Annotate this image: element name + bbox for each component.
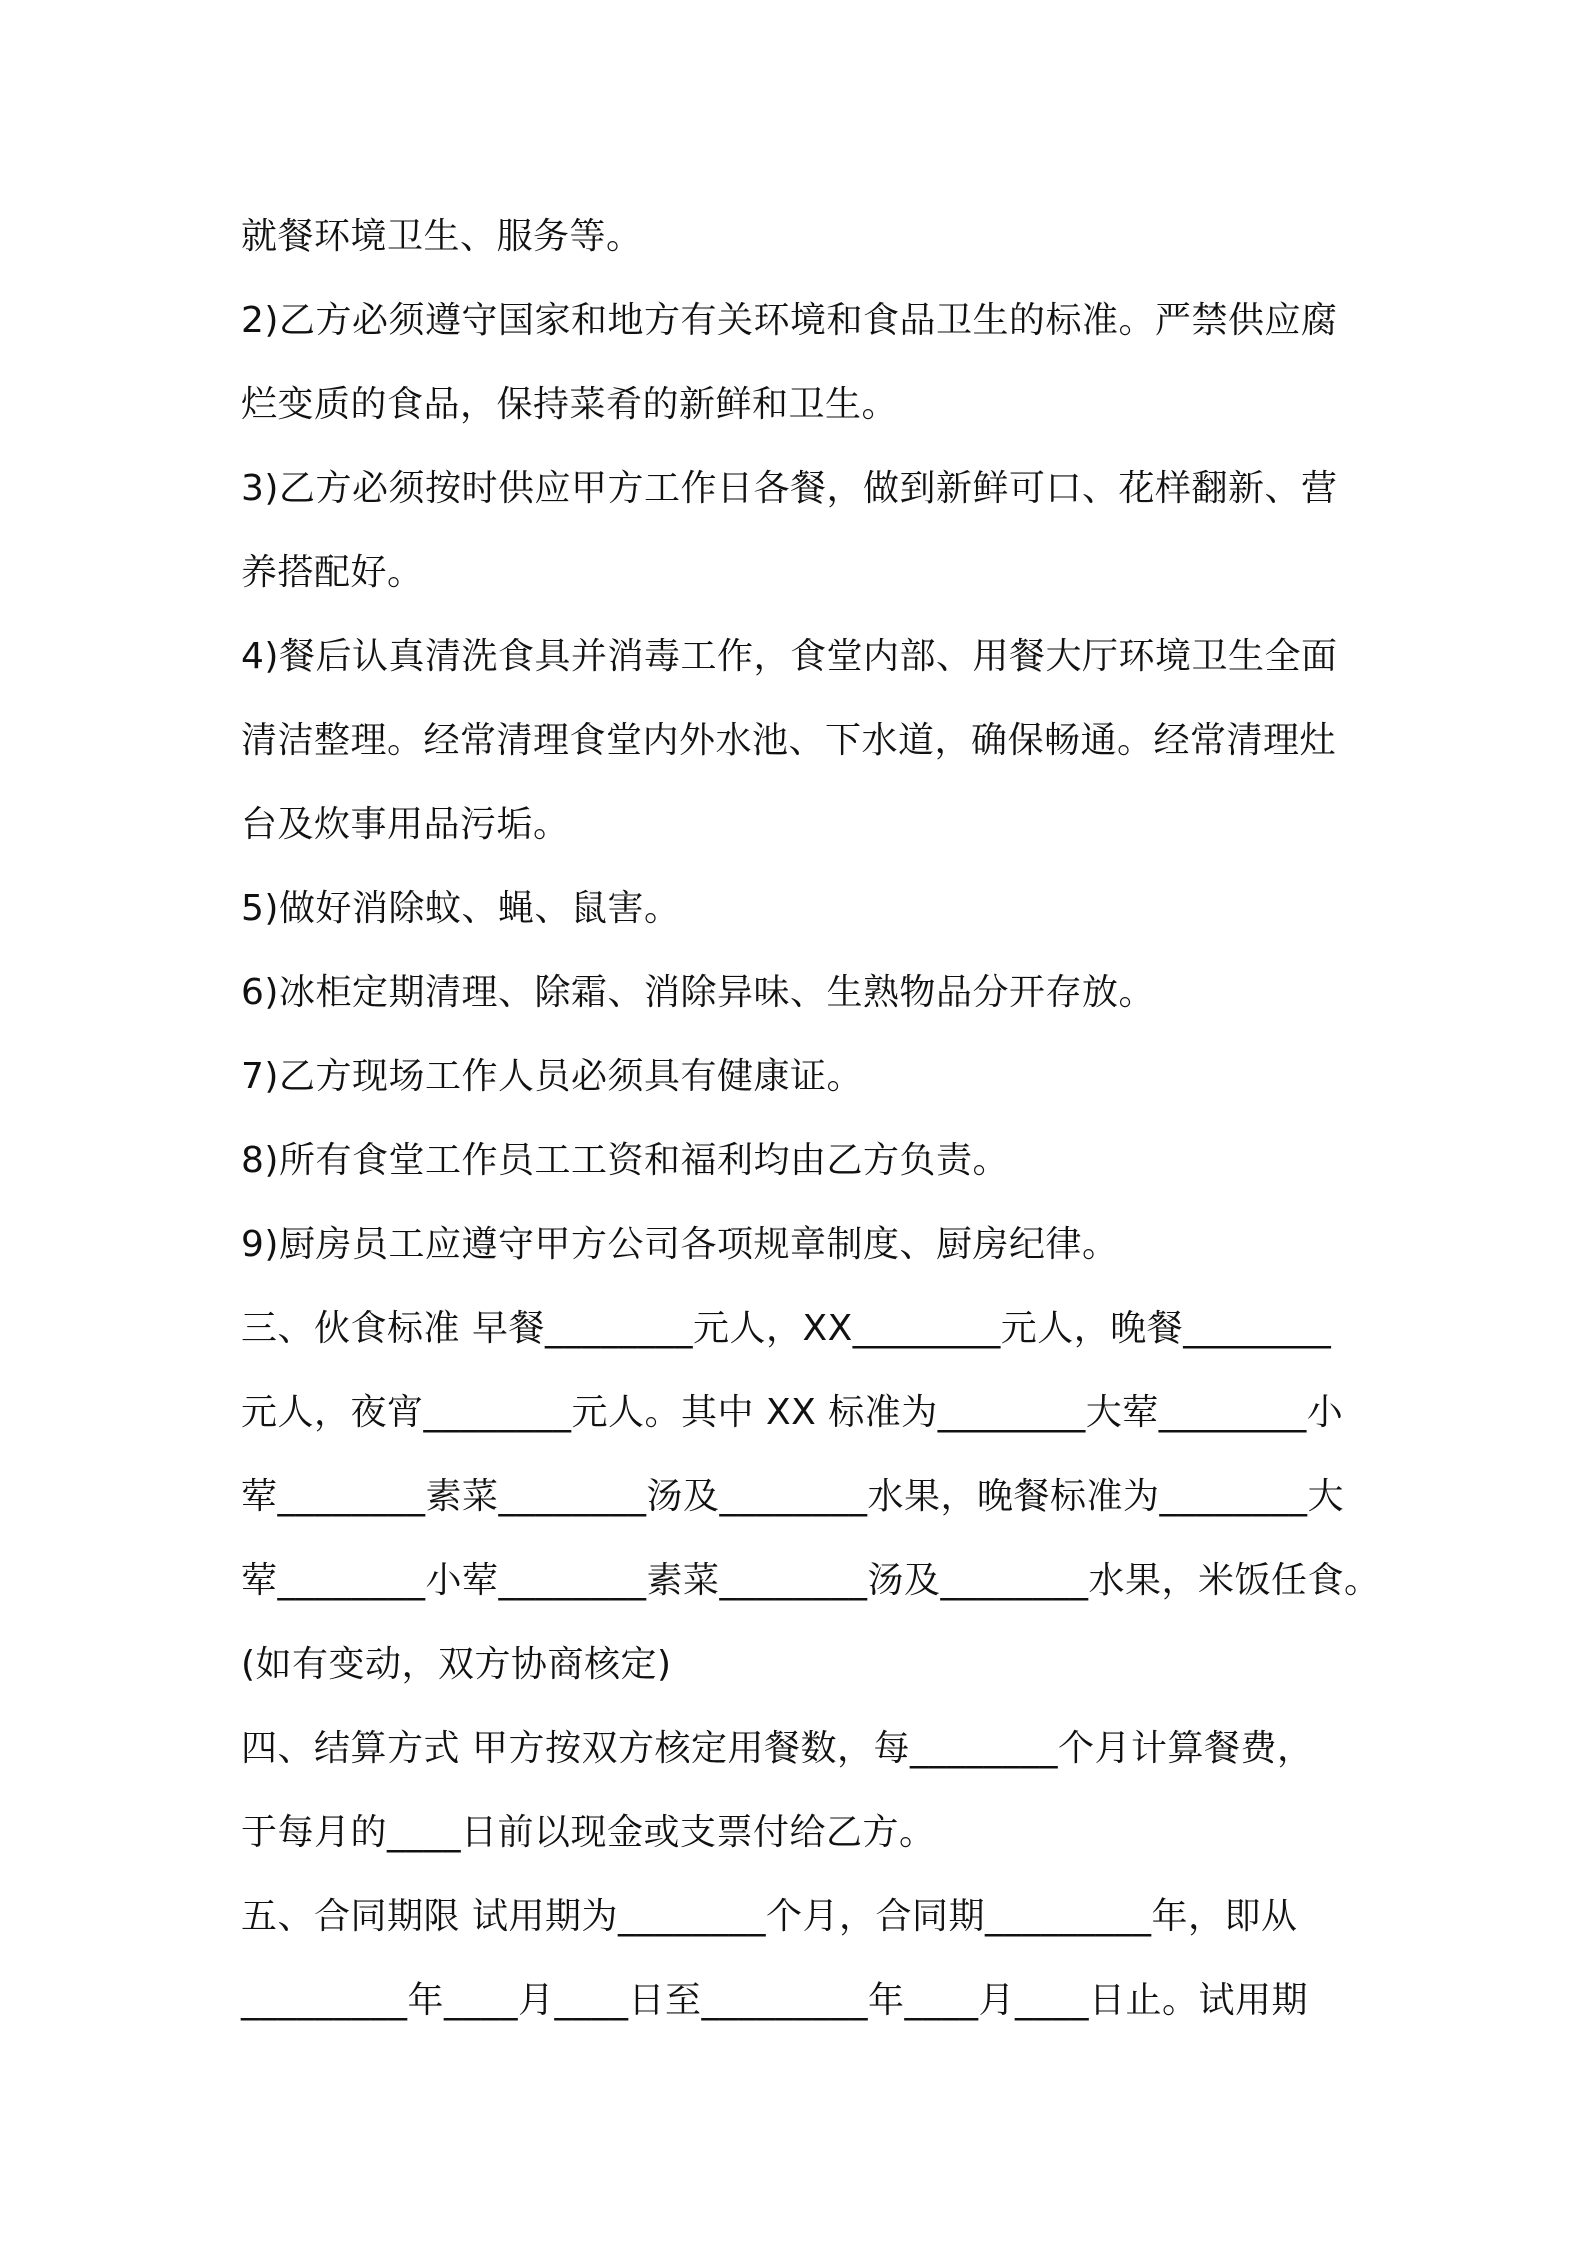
text-line: 五、合同期限 试用期为________个月，合同期_________年，即从 xyxy=(241,1896,1298,1937)
text-line: _________年____月____日至_________年____月____日止。试用期 xyxy=(241,1980,1309,2021)
text-line: 7)乙方现场工作人员必须具有健康证。 xyxy=(241,1056,863,1097)
text-line: 烂变质的食品，保持菜肴的新鲜和卫生。 xyxy=(241,384,899,425)
text-line: 2)乙方必须遵守国家和地方有关环境和食品卫生的标准。严禁供应腐 xyxy=(241,300,1338,341)
document-body xyxy=(241,195,1381,2043)
text-line: 清洁整理。经常清理食堂内外水池、下水道，确保畅通。经常清理灶 xyxy=(241,720,1337,761)
text-line: 5)做好消除蚊、蝇、鼠害。 xyxy=(241,888,681,929)
text-line: 元人，夜宵________元人。其中 XX 标准为________大荤________小 xyxy=(241,1392,1344,1433)
text-line: 三、伙食标准 早餐________元人，XX________元人，晚餐________ xyxy=(241,1308,1332,1349)
text-line: 9)厨房员工应遵守甲方公司各项规章制度、厨房纪律。 xyxy=(241,1224,1119,1265)
text-line: 于每月的____日前以现金或支票付给乙方。 xyxy=(241,1812,936,1853)
text-line: 3)乙方必须按时供应甲方工作日各餐，做到新鲜可口、花样翻新、营 xyxy=(241,468,1338,509)
text-line: 6)冰柜定期清理、除霜、消除异味、生熟物品分开存放。 xyxy=(241,972,1155,1013)
text-line: 8)所有食堂工作员工工资和福利均由乙方负责。 xyxy=(241,1140,1009,1181)
text-line: 4)餐后认真清洗食具并消毒工作，食堂内部、用餐大厅环境卫生全面 xyxy=(241,636,1338,677)
text-line: 就餐环境卫生、服务等。 xyxy=(241,216,643,257)
text-line: 四、结算方式 甲方按双方核定用餐数，每________个月计算餐费， xyxy=(241,1728,1314,1769)
text-line: 养搭配好。 xyxy=(241,552,424,593)
text-line: (如有变动，双方协商核定) xyxy=(241,1644,672,1685)
text-line: 荤________素菜________汤及________水果，晚餐标准为________大 xyxy=(241,1476,1345,1517)
text-line: 台及炊事用品污垢。 xyxy=(241,804,570,845)
text-line: 荤________小荤________素菜________汤及________水果，米饭任食。 xyxy=(241,1560,1381,1601)
